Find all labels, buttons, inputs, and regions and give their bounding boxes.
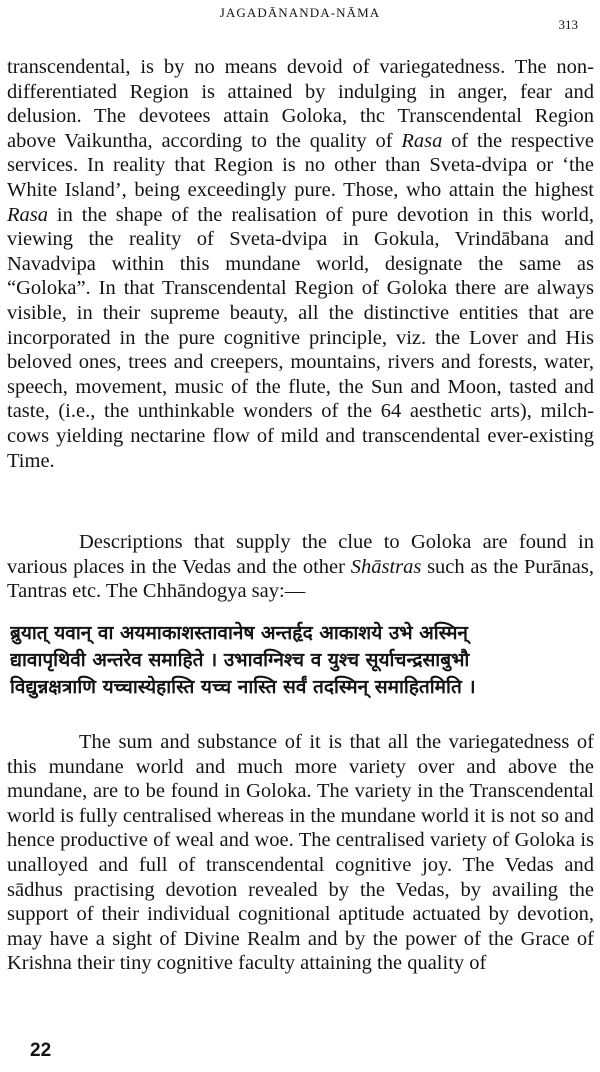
paragraph-text: Descriptions that supply the clue to Goloka are found in various places in the Vedas and the other <box>7 531 594 578</box>
page-number: 313 <box>558 17 578 32</box>
sanskrit-line: द्यावापृथिवी अन्तरेव समाहिते । उभावग्निश्च व युश्च सूर्याचन्द्रसाबुभौ <box>10 649 470 671</box>
sanskrit-quotation <box>10 620 595 701</box>
paragraph-text: in the shape of the realisation of pure devotion in this world, viewing the reality of Sveta-dvipa in Gokula, Vrindābana and Navadvipa within this mundane world, designate the same as “Goloka”. In that Transcendental Region of Goloka there are always visible, in their supreme beauty, all the distinctive entities that are incorporated in the pure cognitive principle, viz. the Lover and His beloved ones, trees and creepers, mountains, rivers and forests, water, speech, movement, music of the flute, the Sun and Moon, tasted and taste, (i.e., the unthinkable wonders of the 64 aesthetic arts), milch-cows yielding nectarine flow of mild and transcendental ever-existing Time. <box>7 203 594 472</box>
paragraph-text: such as the Purānas, Tantras etc. The Chhāndogya say:— <box>7 555 594 603</box>
running-head-title: JAGADĀNANDA-NĀMA <box>219 5 381 20</box>
italic-term-shastras: Shāstras <box>350 555 422 578</box>
italic-term-rasa: Rasa <box>401 129 443 152</box>
sanskrit-line: विद्युन्नक्षत्राणि यच्चास्येहास्ति यच्च नास्ति सर्वं तदस्मिन् समाहितमिति । <box>10 676 476 698</box>
paragraph-descriptions <box>7 530 594 604</box>
paragraph-text: transcendental, is by no means devoid of variegatedness. The non-differentiated Region is attained by indulging in anger, fear and delusion. The devotees attain Goloka, thc Transcendental Region above Vaikuntha, according to the quality of <box>7 56 594 152</box>
italic-term-rasa: Rasa <box>7 203 48 226</box>
paragraph-sum-and-substance: The sum and substance of it is that all the variegatedness of this mundane world and much more variety over and above the mundane, are to be found in Goloka. The variety in the Transcendental world is fully centralised whereas in the mundane world it is not so and hence productive of weal and woe. The centralised variety of Goloka is unalloyed and full of transcendental cognitive joy. The Vedas and sādhus practising devotion revealed by the Vedas, by availing the support of their individual cognitional aptitude actuated by devotion, may have a sight of Divine Realm and by the power of the Grace of Krishna their tiny cognitive faculty attaining the quality of <box>7 731 594 975</box>
paragraph-text: of the respective services. In reality that Region is no other than Sveta-dvipa or ‘the White Island’, being exceedingly pure. Those, who attain the highest <box>7 129 594 201</box>
paragraph-goloka-description <box>7 55 594 473</box>
sanskrit-line: ब्रुयात् यवान् वा अयमाकाशस्तावानेष अन्तर्हृद आकाशये उभे अस्मिन् <box>10 622 468 644</box>
footer-number: 22 <box>30 1040 52 1061</box>
